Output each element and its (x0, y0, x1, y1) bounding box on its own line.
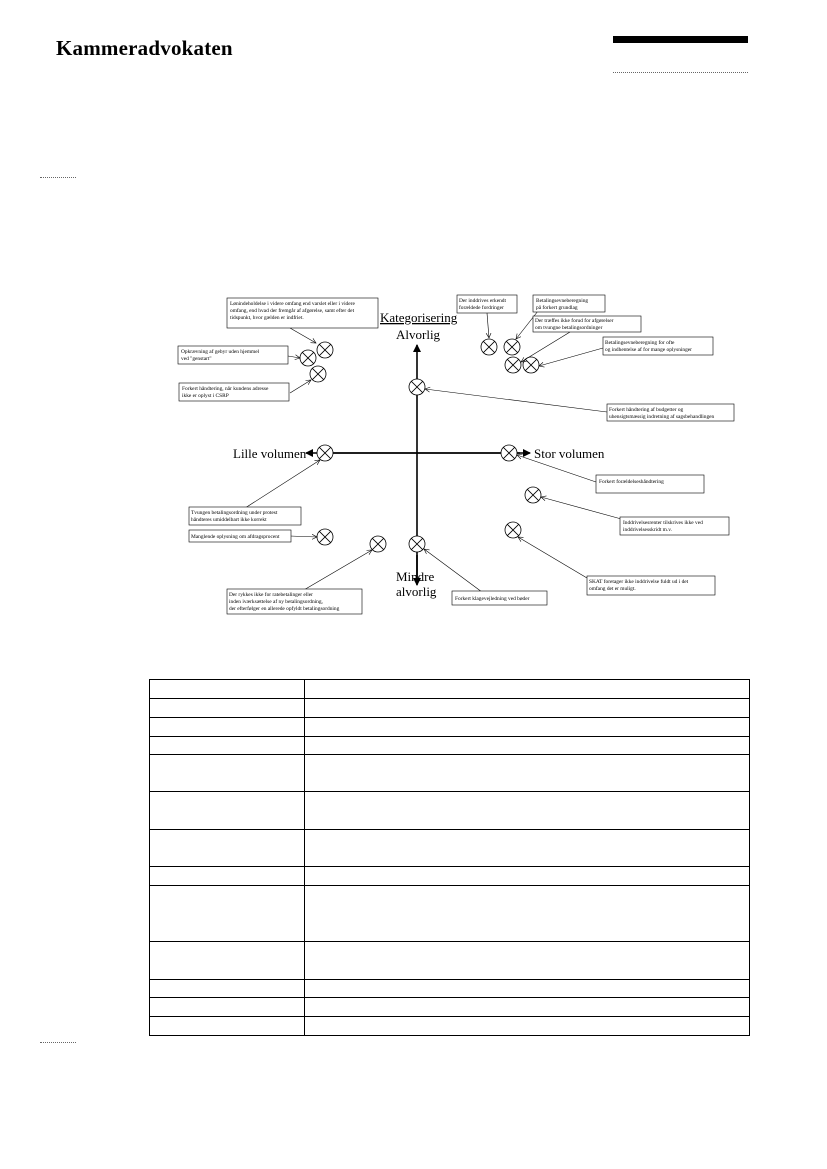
callout-text: Forkert klagevejledning ved bøder (455, 596, 530, 602)
table-cell-value (305, 680, 750, 699)
callout-text: Betalingsevneberegning for ofte (605, 340, 675, 346)
table-cell-value (305, 867, 750, 886)
table-row (150, 718, 750, 737)
svg-text:Manglende oplysning om afdrags (191, 533, 280, 540)
callout-text: Der inddrives erkendt (459, 298, 507, 304)
table-cell-label (150, 792, 305, 830)
brand-logo-text: Kammeradvokaten (56, 36, 233, 60)
callout-text: ved "genstart" (181, 356, 212, 362)
callout-text: forældede fordringer (459, 305, 504, 311)
callout-text: Opkrævning af gebyr uden hjemmel (181, 349, 260, 355)
risk-marker (300, 350, 316, 366)
risk-marker (409, 536, 425, 552)
table-cell-label (150, 755, 305, 792)
table-cell-label (150, 718, 305, 737)
callout-text: Der træffes ikke forud for afgørelser (535, 318, 614, 324)
callout-text: inddrivelsesskridt m.v. (623, 527, 672, 533)
svg-text:Tvungen betalingsordning under (191, 510, 278, 523)
callout-text: ikke er oplyst i CSRP (182, 393, 229, 399)
table-cell-label (150, 942, 305, 980)
risk-table (149, 679, 750, 1036)
table-row (150, 737, 750, 755)
callout-text: inden iværksættelse af ny betalingsordning, (229, 599, 323, 605)
table-cell-value (305, 942, 750, 980)
callout-text: der efterfølger en allerede opfyldt betalingsordning (229, 606, 340, 612)
table-cell-label (150, 867, 305, 886)
axis-label-less-line2: alvorlig (396, 584, 437, 599)
callout-text: omfang det er muligt. (589, 586, 636, 592)
table-row (150, 680, 750, 699)
callout-text: SKAT foretager ikke inddrivelse fuldt ud i det (589, 579, 689, 585)
table-cell-value (305, 830, 750, 867)
table-cell-label (150, 980, 305, 998)
svg-text:Forkert klagevejledning ved bø (455, 596, 530, 602)
callout-text: håndteres umiddelbart ikke korrekt (191, 517, 267, 523)
callout-text: om tvungne betalingsordninger (535, 325, 603, 331)
axis-label-less-line1: Mindre (396, 569, 435, 584)
table-cell-value (305, 699, 750, 718)
table-cell-value (305, 755, 750, 792)
risk-marker (505, 522, 521, 538)
callout-text: Manglende oplysning om afdragsprocent (191, 534, 280, 540)
risk-marker (505, 357, 521, 373)
callout-text: og indhentelse af for mange oplysninger (605, 347, 692, 353)
table-cell-label (150, 699, 305, 718)
table-cell-label (150, 1017, 305, 1036)
table-cell-value (305, 980, 750, 998)
risk-marker (525, 487, 541, 503)
risk-marker (317, 445, 333, 461)
risk-marker (370, 536, 386, 552)
risk-marker (504, 339, 520, 355)
axis-label-large-volume: Stor volumen (534, 446, 605, 461)
callout-text: uhensigtsmæssig indretning af sagsbehandlingen (609, 414, 715, 420)
table-row (150, 998, 750, 1017)
table-cell-label (150, 998, 305, 1017)
callout-text: Tvungen betalingsordning under protest (191, 510, 278, 516)
table-row (150, 867, 750, 886)
table-cell-value (305, 718, 750, 737)
callout-text: Der rykkes ikke for ratebetalinger eller (229, 592, 313, 598)
table-row (150, 980, 750, 998)
callout-text: Forkert håndtering af budgetter og (609, 407, 684, 413)
table-row (150, 830, 750, 867)
risk-marker (317, 342, 333, 358)
table-row (150, 1017, 750, 1036)
callout-text: Betalingsevneberegning (536, 298, 589, 304)
table-cell-value (305, 792, 750, 830)
risk-marker (317, 529, 333, 545)
table-row (150, 792, 750, 830)
table-cell-value (305, 1017, 750, 1036)
table-cell-value (305, 998, 750, 1017)
risk-marker (409, 379, 425, 395)
table-row (150, 699, 750, 718)
callout-text: omfang, end hvad der fremgår af afgørelse, samt efter det (230, 308, 355, 314)
risk-marker (310, 366, 326, 382)
risk-marker (481, 339, 497, 355)
callout-text: Forkert forældelseshåndtering (599, 479, 664, 485)
table-row (150, 942, 750, 980)
table-row (150, 886, 750, 942)
callout-text: Forkert håndtering, når kundens adresse (182, 386, 269, 392)
table-cell-value (305, 886, 750, 942)
table-row (150, 755, 750, 792)
axis-title-categorization: Kategorisering (380, 310, 458, 325)
table-cell-label (150, 737, 305, 755)
axis-label-small-volume: Lille volumen (233, 446, 307, 461)
margin-dotted-rule-bottom (40, 1042, 76, 1043)
callout-text: Lønindeholdelse i videre omfang end varslet eller i videre (230, 301, 355, 307)
svg-text:Der inddrives erkendtforældede (459, 298, 507, 311)
axis-label-severe: Alvorlig (396, 327, 441, 342)
callout-text: tidspunkt, hvor gælden er indfriet. (230, 315, 304, 321)
table-cell-label (150, 830, 305, 867)
callout-text: Inddrivelsesrenter tilskrives ikke ved (623, 520, 703, 526)
table-cell-value (305, 737, 750, 755)
risk-marker (501, 445, 517, 461)
callout-text: på forkert grundlag (536, 305, 578, 311)
svg-text:Forkert forældelseshåndtering (599, 478, 664, 485)
table-cell-label (150, 680, 305, 699)
table-cell-label (150, 886, 305, 942)
